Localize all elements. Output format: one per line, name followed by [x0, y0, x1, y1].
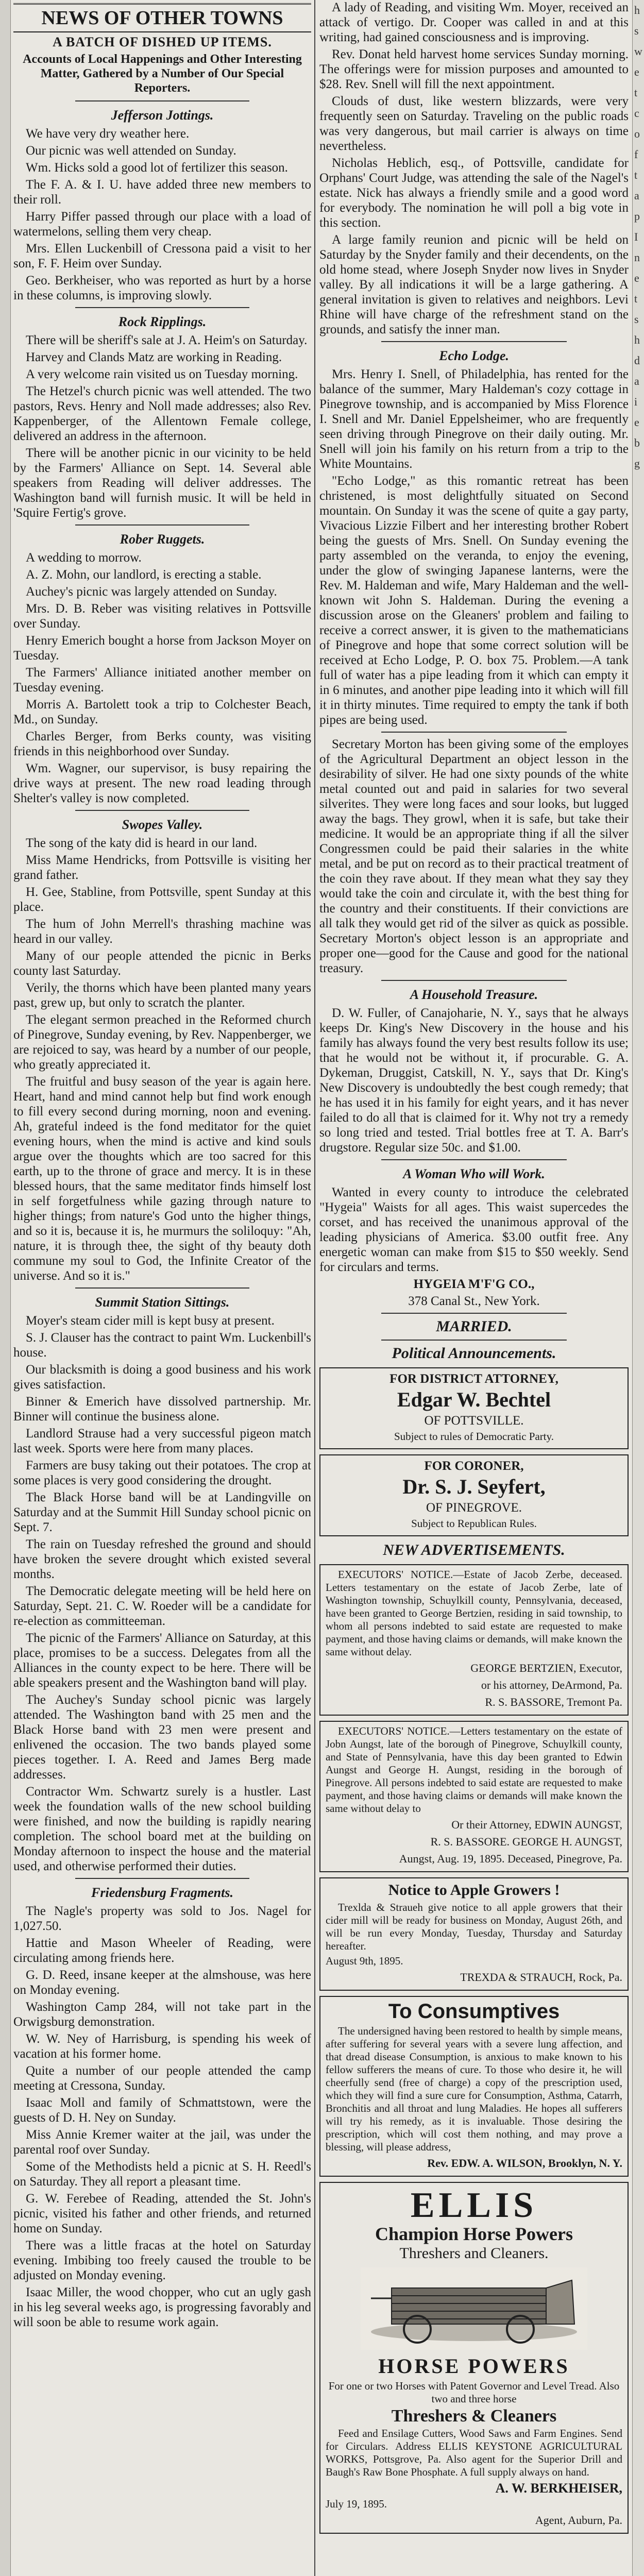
divider [381, 1159, 567, 1160]
news-item: Farmers are busy taking out their potatoes. The crop at some places is very good considering the drought. [13, 1459, 311, 1487]
news-item: Our picnic was well attended on Sunday. [26, 144, 236, 158]
section-editorial [319, 737, 629, 976]
divider [75, 1878, 249, 1879]
ad-executors-zerbe [319, 1564, 629, 1716]
section-fried-b [319, 0, 629, 337]
divider [381, 341, 567, 342]
section-swopes [13, 836, 311, 1283]
news-item: The Farmers' Alliance initiated another member on Tuesday evening. [13, 666, 311, 694]
ellis-name: ELLIS [410, 2185, 538, 2225]
household-title: A Household Treasure. [410, 987, 538, 1002]
section-summit [13, 1313, 311, 1874]
margin-letter: g [634, 457, 640, 470]
margin-letter: b [634, 436, 640, 449]
divider [75, 100, 249, 101]
exec2-sig2: R. S. BASSORE. GEORGE H. AUNGST, [430, 1835, 622, 1848]
margin-letter: d [634, 354, 640, 367]
section-fried-a [13, 1904, 311, 2330]
column-left [13, 0, 311, 2576]
news-item: A very welcome rain visited us on Tuesday morning. [26, 367, 298, 381]
news-item: There will be sheriff's sale at J. A. Heim's on Saturday. [26, 333, 308, 347]
news-item: Quite a number of our people attended the camp meeting at Cressona, Sunday. [13, 2064, 311, 2093]
news-item: Mrs. D. B. Reber was visiting relatives in Pottsville over Sunday. [13, 602, 311, 631]
ellis-hp: HORSE POWERS [378, 2354, 570, 2378]
news-item: The Hetzel's church picnic was well attended. The two pastors, Revs. Henry and Noll made addresses; also Rev. Kappenberger, of the Allentown Female college, delivered an address in the afternoon. [13, 384, 311, 443]
margin-letter: t [634, 292, 638, 305]
news-item: G. W. Ferebee of Reading, attended the St. John's picnic, visited his father and other friends, and returned home on Sunday. [13, 2192, 311, 2235]
news-item: Nicholas Heblich, esq., of Pottsville, candidate for Orphans' Court Judge, was attending the sale of the Nagel's estate. Nick has always a friendly smile and a good word for everybody. The nomination he will poll a big vote in this section. [319, 156, 629, 230]
news-item: Harvey and Clands Matz are working in Reading. [26, 350, 282, 364]
divider [381, 980, 567, 981]
news-item: Auchey's picnic was largely attended on Sunday. [26, 585, 277, 599]
margin-letter: h [634, 4, 640, 16]
news-item: Geo. Berkheiser, who was reported as hurt by a horse in these columns, is improving slowly. [13, 274, 311, 302]
consumptives-text: The undersigned having been restored to health by simple means, after suffering for several years with a severe lung affection, and that dread disease Consumption, is anxious to make known to his fellow sufferers the means of cure. To those who desire it, he will cheerfully send (free of charge) a copy of the prescription used, which they will find a sure cure for Consumption, Asthma, Catarrh, Bronchitis and all throat and lung Maladies. He hopes all sufferers will try his remedy, as it is invaluable. Those desiring the prescription, which will cost them nothing, and may prove a blessing, will please address, [326, 2025, 622, 2153]
margin-letter: s [634, 24, 639, 37]
ellis-line1: Champion Horse Powers [375, 2224, 573, 2244]
section-title-jefferson: Jefferson Jottings. [111, 108, 214, 123]
news-item: Hattie and Mason Wheeler of Reading, were circulating among friends here. [13, 1936, 311, 1965]
margin-letter: a [634, 189, 639, 202]
margin-letter: I [634, 230, 638, 243]
news-item: Mrs. Ellen Luckenbill of Cressona paid a visit to her son, F. F. Heim over Sunday. [13, 242, 311, 270]
news-item: The hum of John Merrell's thrashing machine was heard in our valley. [13, 917, 311, 946]
ad-consumptives [319, 1996, 629, 2177]
news-item: Wm. Wagner, our supervisor, is busy repairing the drive ways at present. The new road leading through Shelter's valley is now completed. [13, 761, 311, 805]
news-item: The song of the katy did is heard in our land. [26, 836, 258, 850]
news-item: The Auchey's Sunday school picnic was largely attended. The Washington band with 25 men and the Black Horse band with 23 men were present and enlivened the occasion. The two bands played some pieces together. I. A. Reed and James Berg made addresses. [13, 1693, 311, 1782]
news-item: Some of the Methodists held a picnic at S. H. Reedl's on Saturday. They all report a pleasant time. [13, 2160, 311, 2189]
news-item: Isaac Miller, the wood chopper, who cut an ugly gash in his leg several weeks ago, is progressing favorably and will soon be able to resume work again. [13, 2285, 311, 2329]
married-heading: MARRIED. [436, 1318, 512, 1335]
news-item: Wm. Hicks sold a good lot of fertilizer this season. [26, 161, 288, 175]
da-name: Edgar W. Bechtel [397, 1388, 551, 1411]
column-right [319, 0, 629, 2576]
household-text: D. W. Fuller, of Canajoharie, N. Y., says that he always keeps Dr. King's New Discovery in the house and his family has always found the very best results follow its use; that he would not be without it, if procurable. G. A. Dykeman, Druggist, Catskill, N. Y., says that Dr. King's New Discovery is undoubtedly the best cough remedy; that he has used it in his family for eight years, and it has never failed to do all that is claimed for it. Why not try a remedy so long tried and tested. Trial bottles free at T. A. Barr's drugstore. Regular size 50c. and $1.00. [319, 1006, 629, 1155]
horse-power-machine-illustration [361, 2267, 587, 2350]
exec1-text: EXECUTORS' NOTICE.—Estate of Jacob Zerbe, deceased. Letters testamentary on the estate of Jacob Zerbe, late of Washington township, Schuylkill county, Pennsylvania, deceased, have been granted to George Bertzien, residing in said township, to whom all persons indebted to said estate are requested to make payment, and those having claims or demands, will make known the same without delay. [326, 1568, 622, 1658]
left-margin-strip [0, 0, 11, 2576]
news-item: "Echo Lodge," as this romantic retreat has been christened, is most delightfully situated on Second mountain. On Sunday it was the scene of quite a gay party, Vivacious Lizzie Filbert and her interesting brother Robert being the guests of Mrs. Snell. On Sunday evening the party assembled on the veranda, to enjoy the evening, under the glow of swinging Japanese lanterns, were the Rev. M. Haldeman and wife, Mary Haldeman and the well-known wit John S. Haldeman. During the evening a discussion arose on the Gleaners' problem and failing to receive a correct answer, it is given to the mathematicians of Pinegrove and hope that some correct solution will be received at Echo Lodge, P. O. box 75. Problem.—A tank full of water has a pipe leading from it which can empty it in 6 minutes, and another pipe leading into it which will fill it in thirty minutes. Time required to empty the tank if both pipes are being used. [319, 474, 629, 727]
news-item: The Black Horse band will be at Landingville on Saturday and at the Summit Hill Sunday school picnic on Sept. 7. [13, 1490, 311, 1534]
exec2-text: EXECUTORS' NOTICE.—Letters testamentary on the estate of Jobn Aungst, late of the borough of Pinegrove, Schuylkill county, and State of Pennsylvania, have this day been granted to Edwin Aungst and George H. Aungst, residing in the borough of Pinegrove. All persons indebted to said estate are requested to make payment, and those having claims or demands will make known the same without delay to [326, 1725, 622, 1815]
news-item: Our blacksmith is doing a good business and his work gives satisfaction. [13, 1363, 311, 1392]
woman-title: A Woman Who will Work. [403, 1166, 545, 1181]
column-rule [314, 0, 315, 2576]
ad-district-attorney [319, 1367, 629, 1449]
consumptives-title: To Consumptives [388, 2000, 560, 2023]
news-item: A lady of Reading, and visiting Wm. Moyer, received an attack of vertigo. Dr. Cooper was called in and at this writing, had gained consciousness and is improving. [319, 1, 629, 44]
section-title-fried: Friedensburg Fragments. [91, 1885, 233, 1900]
news-item: Miss Mame Hendricks, from Pottsville is visiting her grand father. [13, 853, 311, 882]
section-jefferson [13, 126, 311, 303]
deck-headline: A BATCH OF DISHED UP ITEMS. [53, 35, 272, 49]
divider [75, 1287, 249, 1289]
section-title-summit: Summit Station Sittings. [95, 1295, 230, 1310]
woman-address: 378 Canal St., New York. [408, 1294, 540, 1308]
exec2-sig3: Aungst, Aug. 19, 1895. Deceased, Pinegrove, Pa. [399, 1852, 622, 1865]
news-item: W. W. Ney of Harrisburg, is spending his week of vacation at his former home. [13, 2032, 311, 2061]
consumptives-sig: Rev. EDW. A. WILSON, Brooklyn, N. Y. [427, 2157, 622, 2170]
section-echo [319, 367, 629, 727]
divider [381, 1313, 567, 1314]
ad-coroner [319, 1454, 629, 1536]
news-item: Verily, the thorns which have been planted many years past, grew up, but only to scratch the planter. [13, 981, 311, 1010]
da-office: FOR DISTRICT ATTORNEY, [389, 1372, 558, 1386]
ad-apple-growers [319, 1877, 629, 1991]
apple-text: Trexlda & Straueh give notice to all apple growers that their cider mill will be ready for business on Monday, August 26th, and will be run every Monday, Tuesday, Thursday and Saturday hereafter. [326, 1901, 622, 1952]
da-note: Subject to rules of Democratic Party. [394, 1430, 554, 1443]
apple-date: August 9th, 1895. [326, 1955, 403, 1967]
section-title-echo: Echo Lodge. [439, 348, 509, 363]
ellis-feed: Feed and Ensilage Cutters, Wood Saws and Farm Engines. Send for Circulars. Address ELLIS KEYSTONE AGRICULTURAL WORKS, Pottsgrove, Pa. Also agent for the Superior Drill and Baugh's Raw Bone Phosphate. A full supply always on hand. [326, 2427, 622, 2478]
news-item: G. D. Reed, insane keeper at the almshouse, was here on Monday evening. [13, 1968, 311, 1997]
news-item: There will be another picnic in our vicinity to be held by the Farmers' Alliance on Sept. 14. Several able speakers from Reading will deliver addresses. The Washington band will furnish music. It will be held in 'Squire Fertig's grove. [13, 446, 311, 520]
margin-letter: c [634, 107, 639, 120]
coroner-office: FOR CORONER, [424, 1459, 524, 1473]
news-item: Harry Piffer passed through our place with a load of watermelons, selling them very cheap. [13, 210, 311, 239]
margin-letter: f [634, 148, 638, 161]
coroner-note: Subject to Republican Rules. [411, 1517, 537, 1530]
news-item: Landlord Strause had a very successful pigeon match last week. Sports were here from many places. [13, 1427, 311, 1455]
news-item: S. J. Clauser has the contract to paint Wm. Luckenbill's house. [13, 1331, 311, 1360]
news-item: Clouds of dust, like western blizzards, were very frequently seen on Saturday. Traveling on the public roads was very dangerous, but mail carrier is always on time nevertheless. [319, 94, 629, 153]
ellis-where: Agent, Auburn, Pa. [535, 2514, 622, 2527]
ellis-line2: Threshers and Cleaners. [399, 2245, 549, 2262]
margin-letter: w [634, 45, 642, 58]
margin-letter: s [634, 313, 639, 326]
margin-letter: p [634, 210, 640, 223]
ellis-agent: A. W. BERKHEISER, [495, 2481, 622, 2496]
woman-company: HYGEIA M'F'G CO., [413, 1277, 535, 1291]
news-item: Contractor Wm. Schwartz surely is a hustler. Last week the foundation walls of the new school building were finished, and now the building is rapidly nearing completion. The school board met at the building on Monday afternoon to inspect the house and the material used, and otherwise performed their duties. [13, 1785, 311, 1873]
apple-sig: TREXDA & STRAUCH, Rock, Pa. [460, 1971, 622, 1984]
section-rober [13, 550, 311, 806]
divider [75, 810, 249, 811]
margin-letter: n [634, 251, 640, 264]
news-item: The fruitful and busy season of the year is again here. Heart, hand and mind cannot help but find work enough to fill every second during morning, noon and evening. Ah, grateful indeed is the fond meditator for the quiet evening hours, when the mind is active and kind souls argue over the thoughts which are too sacred for this earth, up to the throne of grace and mercy. It is in these blessed hours, that the same meditator finds himself lost in self forgetfulness while gazing through nature to higher things; from nature's God unto the higher things, and so it is, because it is, he murmurs the soliloquy: "Ah, nature, it is through thee, the sight of thy beauty doth commune my soul to God, the Infinite Creator of the universe. And so it is." [13, 1075, 311, 1283]
news-item: A. Z. Mohn, our landlord, is erecting a stable. [26, 568, 262, 582]
margin-letter: a [634, 375, 639, 387]
news-item: H. Gee, Stabline, from Pottsville, spent Sunday at this place. [13, 885, 311, 914]
section-title-rock: Rock Ripplings. [118, 314, 207, 329]
news-item: Binner & Emerich have dissolved partnership. Mr. Binner will continue the business alone. [13, 1395, 311, 1423]
exec1-sig2: or his attorney, DeArmond, Pa. [481, 1679, 622, 1691]
news-item: Rev. Donat held harvest home services Sunday morning. The offerings were for mission purposes and amounted to $28. Rev. Snell will fill the next appointment. [319, 47, 629, 91]
news-item: The Democratic delegate meeting will be held here on Saturday, Sept. 21. C. W. Roeder will be a candidate for re-election as committeeman. [13, 1584, 311, 1628]
ellis-desc: For one or two Horses with Patent Governor and Level Tread. Also two and three horse [328, 2380, 620, 2405]
divider [381, 1340, 567, 1341]
news-item: The elegant sermon preached in the Reformed church of Pinegrove, Sunday evening, by Rev. Nappenberger, we are rejoiced to say, was heard by a number of our people, who greatly appreciated it. [13, 1013, 311, 1072]
right-margin-strip [632, 0, 644, 2576]
margin-letter: e [634, 272, 639, 284]
coroner-town: OF PINEGROVE. [426, 1501, 522, 1515]
deck-subheadline: Accounts of Local Happenings and Other Interesting Matter, Gathered by a Number of Our Special Reporters. [23, 53, 302, 95]
ad-executors-aungst [319, 1721, 629, 1872]
apple-title: Notice to Apple Growers ! [388, 1882, 560, 1899]
da-town: OF POTTSVILLE. [424, 1414, 524, 1428]
ad-ellis [319, 2182, 629, 2534]
section-rock [13, 333, 311, 520]
margin-letter: e [634, 416, 639, 429]
news-item: Charles Berger, from Berks county, was visiting friends in this neighborhood over Sunday. [13, 730, 311, 758]
news-item: Isaac Moll and family of Schmattstown, were the guests of D. H. Ney on Sunday. [13, 2096, 311, 2125]
exec1-sig3: R. S. BASSORE, Tremont Pa. [485, 1696, 622, 1708]
divider [75, 524, 249, 526]
news-item: Many of our people attended the picnic in Berks county last Saturday. [13, 949, 311, 978]
woman-text: Wanted in every county to introduce the celebrated "Hygeia" Waists for all ages. This waist supercedes the corset, and has received the unanimous approval of the leading physicians of America. $3.00 outfit free. Any energetic woman can make from $15 to $50 weekly. Send for circulars and terms. [319, 1185, 629, 1274]
news-item: The Nagle's property was sold to Jos. Nagel for 1,027.50. [13, 1904, 311, 1933]
coroner-name: Dr. S. J. Seyfert, [402, 1475, 546, 1498]
news-item: Miss Annie Kremer waiter at the jail, was under the parental roof over Sunday. [13, 2128, 311, 2157]
news-item: A wedding to morrow. [26, 551, 142, 565]
margin-letter: o [634, 127, 640, 140]
news-item: The rain on Tuesday refreshed the ground and should have broken the severe drought which existed several months. [13, 1537, 311, 1581]
exec1-sig1: GEORGE BERTZIEN, Executor, [470, 1662, 622, 1674]
news-item: Henry Emerich bought a horse from Jackson Moyer on Tuesday. [13, 634, 311, 663]
news-item: Secretary Morton has been giving some of the employes of the Agricultural Department an object lesson in the desirability of silver. He had one sixty pounds of the white metal counted out and paid in salaries for two several silverites. They were long faces and sour looks, but lugged away the bags. They growl, when it is safe, but take their medicine. It would be an appropriate thing if all the silver Congressmen could be paid their salaries in the white metal, and be put on record as to their practical treatment of the coin they rave about. If they mean what they say they would take the coin and circulate it, with the best thing for the country and their constituents. If their convictions are all talk they would get rid of the silver as quick as possible. Secretary Morton's object lesson is an appropriate and proper one—good for the Cause and good for the national treasury. [319, 737, 629, 975]
masthead: NEWS OF OTHER TOWNS [13, 3, 311, 32]
news-item: A large family reunion and picnic will be held on Saturday by the Snyder family and their decendents, on the old home stead, where Joseph Snyder now lives in Snyder valley. By all indications it will be a large gathering. A general invitation is given to relatives and neighbors. Levi Rhine will have charge of the refreshment stand on the grounds, and satisfy the inner man. [319, 233, 629, 336]
news-item: There was a little fracas at the hotel on Saturday evening. Imbibing too freely caused the trouble to be adjusted on Monday evening. [13, 2239, 311, 2282]
margin-letter: e [634, 65, 639, 78]
news-item: The picnic of the Farmers' Alliance on Saturday, at this place, promises to be a success. Delegates from all the Alliances in the county expect to be here. There will be able speakers present and the Washington band will play. [13, 1631, 311, 1690]
ellis-line3: Threshers & Cleaners [391, 2406, 557, 2426]
political-heading: Political Announcements. [392, 1345, 556, 1362]
ellis-date: July 19, 1895. [326, 2498, 387, 2510]
news-item: The F. A. & I. U. have added three new members to their roll. [13, 178, 311, 207]
exec2-sig1: Or their Attorney, EDWIN AUNGST, [451, 1818, 622, 1831]
new-ads-heading: NEW ADVERTISEMENTS. [383, 1541, 565, 1558]
news-item: Morris A. Bartolett took a trip to Colchester Beach, Md., on Sunday. [13, 698, 311, 726]
section-title-swopes: Swopes Valley. [122, 817, 203, 832]
margin-letter: t [634, 168, 638, 181]
news-item: Moyer's steam cider mill is kept busy at present. [26, 1314, 275, 1328]
section-title-rober: Rober Ruggets. [120, 532, 205, 547]
margin-letter: t [634, 86, 638, 99]
news-item: We have very dry weather here. [26, 127, 190, 141]
margin-letter: h [634, 333, 640, 346]
news-item: Washington Camp 284, will not take part in the Orwigsburg demonstration. [13, 2000, 311, 2029]
news-item: Mrs. Henry I. Snell, of Philadelphia, has rented for the balance of the summer, Mary Haldeman's cozy cottage in Pinegrove township, and is accompanied by Miss Florence I. Snell and Mr. Daniel Eppelsheimer, who are frequently seen driving through Pinegrove on their daily outing. Mr. Snell will join his family on his return from a trip to the White Mountains. [319, 367, 629, 471]
divider [381, 732, 567, 733]
margin-letter: i [634, 395, 638, 408]
divider [75, 307, 249, 308]
